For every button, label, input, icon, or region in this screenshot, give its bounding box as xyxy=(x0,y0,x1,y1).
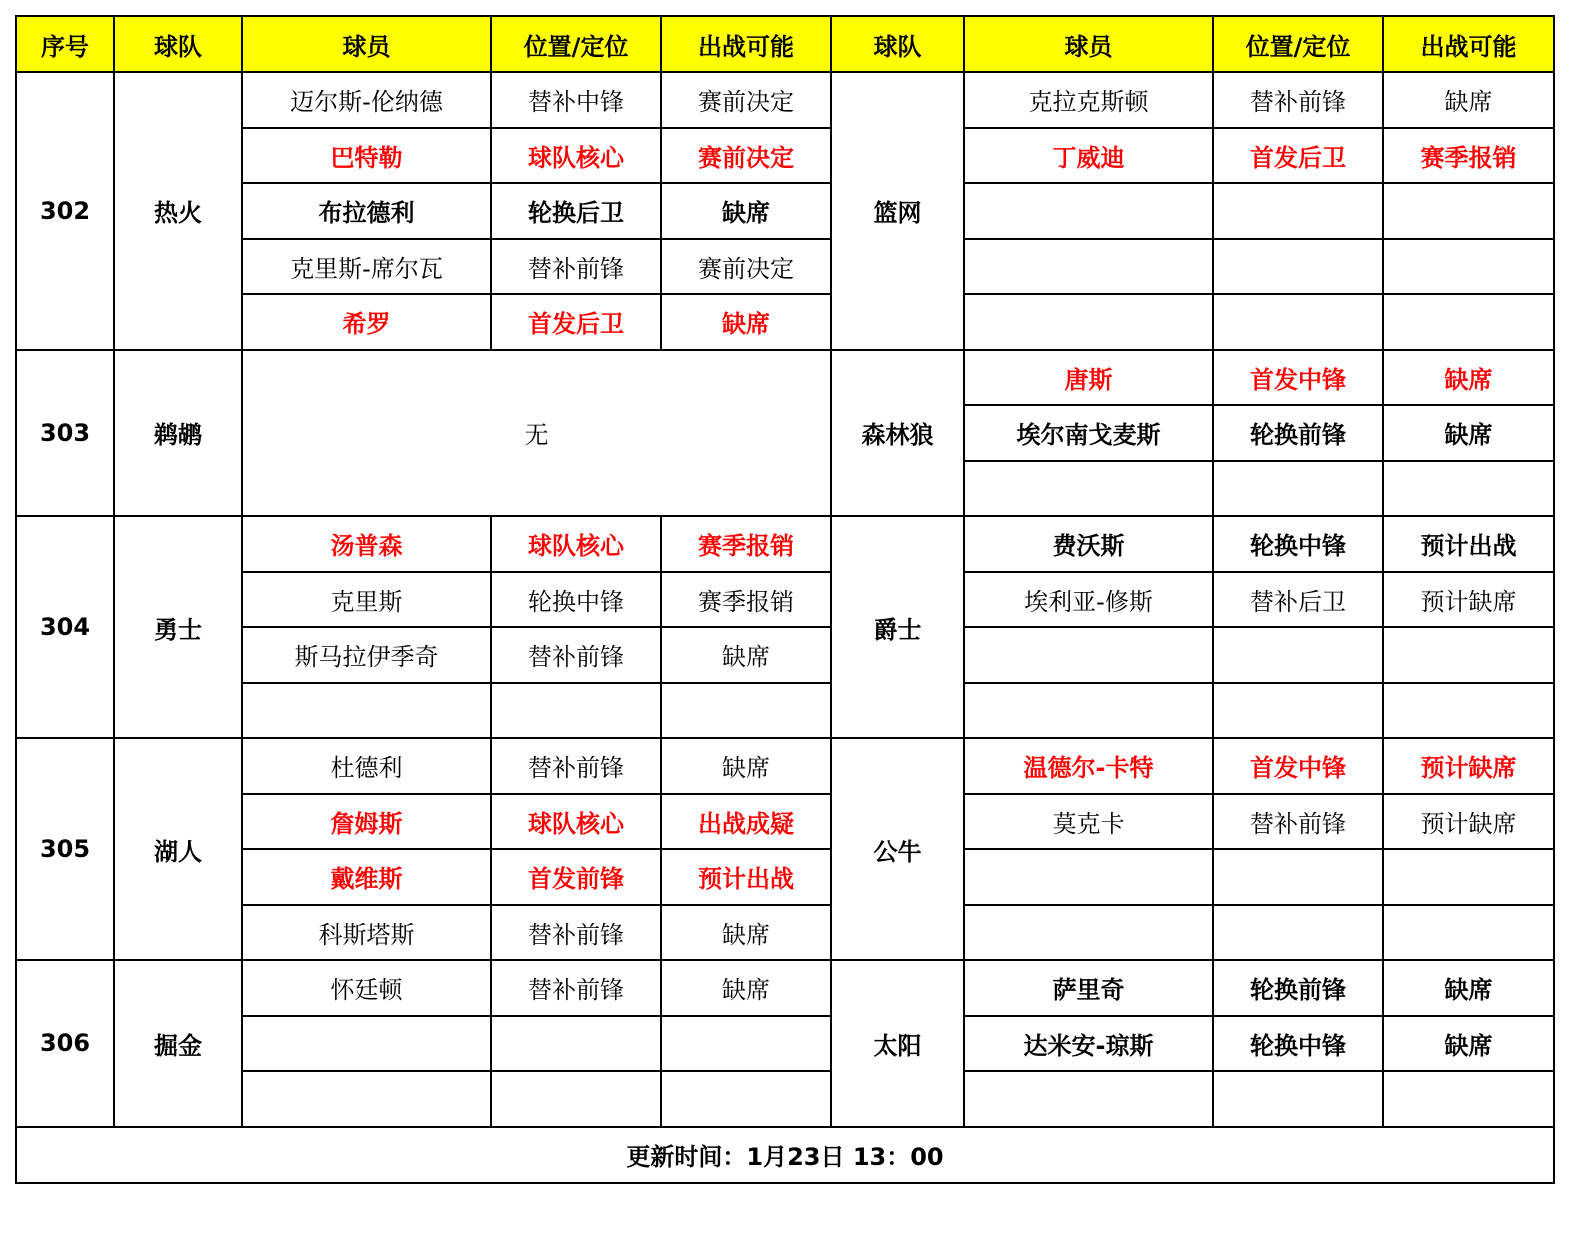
player-role xyxy=(1213,1071,1383,1127)
player-name xyxy=(964,1071,1213,1127)
player-status: 缺席 xyxy=(661,183,831,239)
player-role: 替补后卫 xyxy=(1213,572,1383,628)
player-status: 缺席 xyxy=(1383,1016,1554,1072)
player-role: 轮换中锋 xyxy=(1213,1016,1383,1072)
player-role xyxy=(1213,627,1383,683)
player-name xyxy=(964,627,1213,683)
player-name: 克里斯 xyxy=(242,572,491,628)
away-team: 太阳 xyxy=(831,960,964,1127)
home-team: 掘金 xyxy=(114,960,242,1127)
header-id: 序号 xyxy=(16,16,114,72)
player-role xyxy=(1213,239,1383,295)
player-status xyxy=(1383,461,1554,517)
table-row xyxy=(16,960,1554,1016)
player-status: 赛前决定 xyxy=(661,128,831,184)
player-name: 戴维斯 xyxy=(242,849,491,905)
table-row xyxy=(16,794,1554,850)
player-name: 萨里奇 xyxy=(964,960,1213,1016)
away-team: 篮网 xyxy=(831,72,964,350)
player-status: 赛季报销 xyxy=(661,572,831,628)
match-id: 306 xyxy=(16,960,114,1127)
player-name: 唐斯 xyxy=(964,350,1213,406)
player-name: 莫克卡 xyxy=(964,794,1213,850)
player-role: 替补前锋 xyxy=(491,738,661,794)
player-name: 杜德利 xyxy=(242,738,491,794)
table-row xyxy=(16,1071,1554,1127)
table-row xyxy=(16,183,1554,239)
player-name xyxy=(242,1071,491,1127)
table-row xyxy=(16,72,1554,128)
player-role: 首发前锋 xyxy=(491,849,661,905)
player-name: 克里斯-席尔瓦 xyxy=(242,239,491,295)
player-name xyxy=(964,461,1213,517)
match-id: 303 xyxy=(16,350,114,517)
player-name: 埃利亚-修斯 xyxy=(964,572,1213,628)
player-name xyxy=(964,183,1213,239)
header-team: 球队 xyxy=(831,16,964,72)
player-role: 替补前锋 xyxy=(1213,794,1383,850)
table-row xyxy=(16,849,1554,905)
player-role: 首发中锋 xyxy=(1213,350,1383,406)
no-injuries: 无 xyxy=(242,350,831,517)
player-name: 希罗 xyxy=(242,294,491,350)
player-status: 出战成疑 xyxy=(661,794,831,850)
header-availability: 出战可能 xyxy=(661,16,831,72)
player-status xyxy=(1383,294,1554,350)
player-role: 轮换中锋 xyxy=(1213,516,1383,572)
header-team: 球队 xyxy=(114,16,242,72)
player-name: 巴特勒 xyxy=(242,128,491,184)
match-id: 305 xyxy=(16,738,114,960)
table-row xyxy=(16,294,1554,350)
table-row xyxy=(16,738,1554,794)
table-row xyxy=(16,905,1554,961)
player-status: 赛季报销 xyxy=(661,516,831,572)
header-player: 球员 xyxy=(964,16,1213,72)
table-row xyxy=(16,627,1554,683)
injury-report-table xyxy=(15,15,1555,1184)
header-position: 位置/定位 xyxy=(1213,16,1383,72)
player-role xyxy=(1213,849,1383,905)
player-status: 缺席 xyxy=(1383,350,1554,406)
player-role: 替补前锋 xyxy=(491,905,661,961)
player-name xyxy=(964,905,1213,961)
player-name xyxy=(964,294,1213,350)
player-status xyxy=(1383,905,1554,961)
player-status: 预计出战 xyxy=(661,849,831,905)
match-id: 304 xyxy=(16,516,114,738)
player-status: 预计缺席 xyxy=(1383,794,1554,850)
player-role xyxy=(1213,683,1383,739)
table-row xyxy=(16,516,1554,572)
player-role: 替补中锋 xyxy=(491,72,661,128)
home-team: 热火 xyxy=(114,72,242,350)
player-status: 预计出战 xyxy=(1383,516,1554,572)
match-id: 302 xyxy=(16,72,114,350)
player-name: 温德尔-卡特 xyxy=(964,738,1213,794)
player-status: 缺席 xyxy=(1383,960,1554,1016)
player-role xyxy=(491,683,661,739)
table-row xyxy=(16,128,1554,184)
player-role: 首发中锋 xyxy=(1213,738,1383,794)
player-status: 赛季报销 xyxy=(1383,128,1554,184)
player-role xyxy=(1213,905,1383,961)
player-name: 科斯塔斯 xyxy=(242,905,491,961)
player-status xyxy=(1383,1071,1554,1127)
player-role: 替补前锋 xyxy=(491,960,661,1016)
player-status: 缺席 xyxy=(661,738,831,794)
player-role: 替补前锋 xyxy=(1213,72,1383,128)
player-role: 首发后卫 xyxy=(1213,128,1383,184)
player-status: 预计缺席 xyxy=(1383,572,1554,628)
player-status xyxy=(661,1071,831,1127)
player-name: 布拉德利 xyxy=(242,183,491,239)
player-role: 轮换前锋 xyxy=(1213,960,1383,1016)
player-name: 怀廷顿 xyxy=(242,960,491,1016)
player-status: 缺席 xyxy=(661,627,831,683)
player-role xyxy=(1213,294,1383,350)
player-name: 丁威迪 xyxy=(964,128,1213,184)
player-role: 球队核心 xyxy=(491,794,661,850)
header-row xyxy=(16,16,1554,72)
player-status xyxy=(661,1016,831,1072)
player-role xyxy=(491,1071,661,1127)
table-row xyxy=(16,1016,1554,1072)
player-status xyxy=(1383,849,1554,905)
player-role: 替补前锋 xyxy=(491,627,661,683)
home-team: 湖人 xyxy=(114,738,242,960)
header-position: 位置/定位 xyxy=(491,16,661,72)
header-availability: 出战可能 xyxy=(1383,16,1554,72)
player-name: 詹姆斯 xyxy=(242,794,491,850)
player-status xyxy=(1383,683,1554,739)
table-row xyxy=(16,350,1554,406)
player-role: 轮换后卫 xyxy=(491,183,661,239)
away-team: 爵士 xyxy=(831,516,964,738)
player-status xyxy=(1383,183,1554,239)
player-status xyxy=(661,683,831,739)
player-role: 球队核心 xyxy=(491,128,661,184)
table-row xyxy=(16,572,1554,628)
player-role xyxy=(491,1016,661,1072)
player-name: 斯马拉伊季奇 xyxy=(242,627,491,683)
player-status xyxy=(1383,239,1554,295)
player-name: 汤普森 xyxy=(242,516,491,572)
player-role xyxy=(1213,183,1383,239)
player-name xyxy=(964,239,1213,295)
player-status: 缺席 xyxy=(661,960,831,1016)
player-name: 迈尔斯-伦纳德 xyxy=(242,72,491,128)
player-name xyxy=(242,1016,491,1072)
player-role: 轮换中锋 xyxy=(491,572,661,628)
player-role: 替补前锋 xyxy=(491,239,661,295)
player-role: 球队核心 xyxy=(491,516,661,572)
player-name: 克拉克斯顿 xyxy=(964,72,1213,128)
home-team: 鹈鹕 xyxy=(114,350,242,517)
player-status: 缺席 xyxy=(661,294,831,350)
player-name xyxy=(964,849,1213,905)
table-row xyxy=(16,683,1554,739)
player-name: 埃尔南戈麦斯 xyxy=(964,405,1213,461)
player-name: 费沃斯 xyxy=(964,516,1213,572)
player-role: 轮换前锋 xyxy=(1213,405,1383,461)
update-time: 更新时间：1月23日 13：00 xyxy=(16,1127,1554,1183)
player-status: 缺席 xyxy=(1383,72,1554,128)
away-team: 森林狼 xyxy=(831,350,964,517)
player-name xyxy=(964,683,1213,739)
player-name: 达米安-琼斯 xyxy=(964,1016,1213,1072)
player-status: 缺席 xyxy=(661,905,831,961)
player-status: 赛前决定 xyxy=(661,239,831,295)
player-status xyxy=(1383,627,1554,683)
player-status: 缺席 xyxy=(1383,405,1554,461)
player-role xyxy=(1213,461,1383,517)
header-player: 球员 xyxy=(242,16,491,72)
player-role: 首发后卫 xyxy=(491,294,661,350)
away-team: 公牛 xyxy=(831,738,964,960)
home-team: 勇士 xyxy=(114,516,242,738)
player-status: 赛前决定 xyxy=(661,72,831,128)
player-status: 预计缺席 xyxy=(1383,738,1554,794)
player-name xyxy=(242,683,491,739)
table-row xyxy=(16,239,1554,295)
